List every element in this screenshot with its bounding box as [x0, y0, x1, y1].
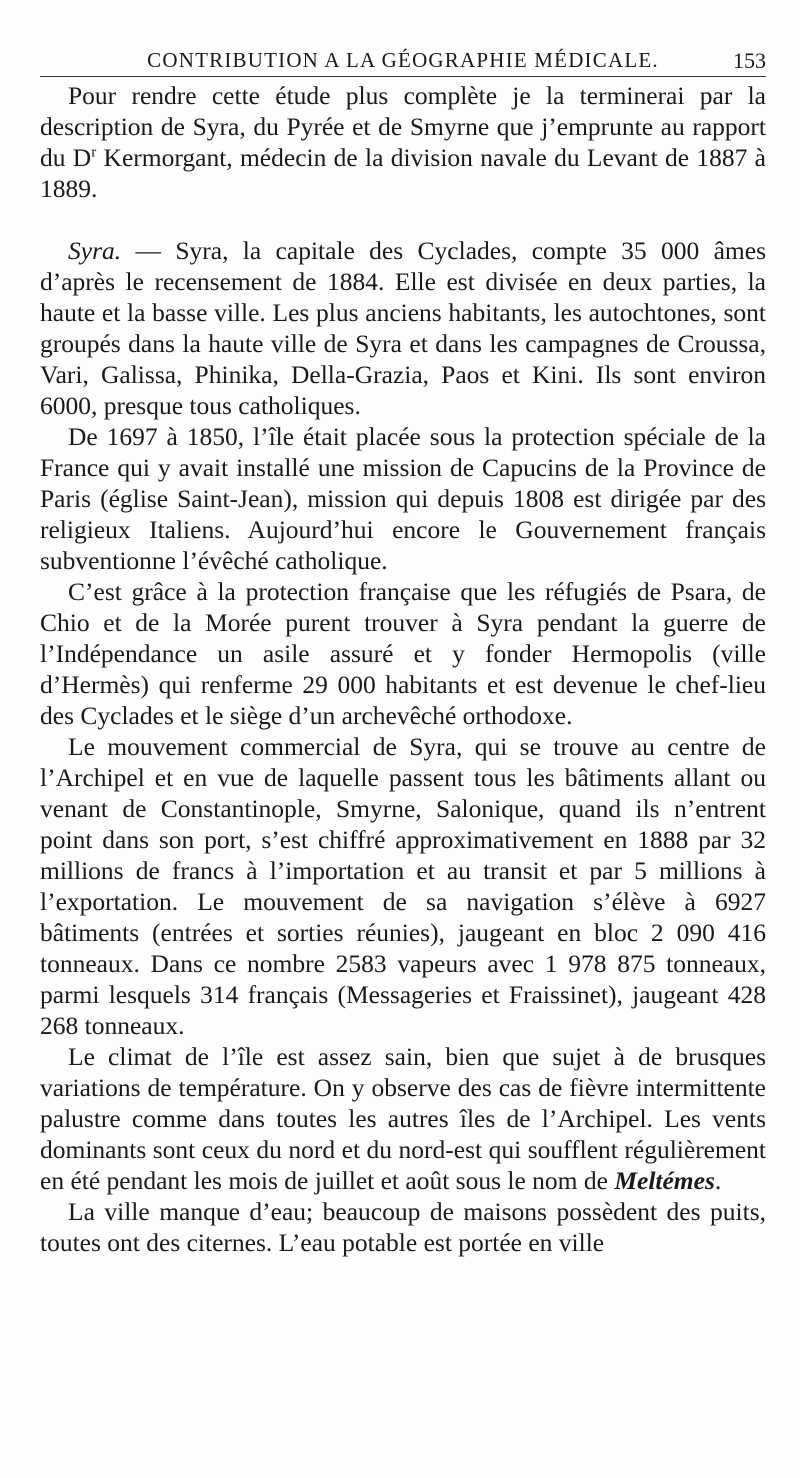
page-number: 153	[733, 48, 766, 73]
paragraph-water: La ville manque d’eau; beaucoup de maisons possèdent des puits, toutes ont des citernes. L’eau potable est portée en ville	[40, 1197, 766, 1257]
section-lead-syra: Syra.	[68, 236, 122, 265]
body-text	[40, 80, 766, 1258]
doctor-abbrev-superscript: r	[91, 144, 97, 161]
paragraph-syra	[40, 235, 766, 421]
paragraph-climate-text: Le climat de l’île est assez sain, bien que sujet à de brusques variations de température. On y observe des cas de fièvre intermittente palustre comme dans toutes les autres îles de l’Archipel. Les vents dominants sont ceux du nord et du nord-est qui soufflent régulièrement en été pendant les mois de juillet et août sous le nom de	[40, 1042, 766, 1195]
paragraph-climate	[40, 1041, 766, 1196]
paragraph-refugees: C’est grâce à la protection française que les réfugiés de Psara, de Chio et de la Morée purent trouver à Syra pendant la guerre de l’Indépendance un asile assuré et y fonder Hermopolis (ville d’Hermès) qui renferme 29 000 habitants et est devenue le chef-lieu des Cyclades et le siège d’un archevêché orthodoxe.	[40, 577, 766, 730]
meltemes-term: Meltémes	[614, 1166, 715, 1195]
paragraph-syra-text: — Syra, la capitale des Cyclades, compte 35 000 âmes d’après le recensement de 1884. Elle est divisée en deux parties, la haute et la basse ville. Les plus anciens habitants, les autochtones, sont groupés dans la haute ville de Syra et dans les campagnes de Croussa, Vari, Galissa, Phinika, Della-Grazia, Paos et Kini. Ils sont environ 6000, presque tous catholiques.	[40, 236, 766, 420]
header-rule	[40, 76, 766, 77]
paragraph-commerce: Le mouvement commercial de Syra, qui se trouve au centre de l’Archipel et en vue de laquelle passent tous les bâtiments allant ou venant de Constantinople, Smyrne, Salonique, quand ils n’entrent point dans son port, s’est chiffré approximativement en 1888 par 32 millions de francs à l’importation et au transit et par 5 millions à l’exportation. Le mouvement de sa navigation s’élève à 6927 bâtiments (entrées et sorties réunies), jaugeant en bloc 2 090 416 tonneaux. Dans ce nombre 2583 vapeurs avec 1 978 875 tonneaux, parmi lesquels 314 français (Messageries et Fraissinet), jaugeant 428 268 tonneaux.	[40, 732, 766, 1040]
running-title: CONTRIBUTION A LA GÉOGRAPHIE MÉDICALE.	[147, 48, 659, 72]
paragraph-intro	[40, 80, 766, 204]
paragraph-history: De 1697 à 1850, l’île était placée sous la protection spéciale de la France qui y avait installé une mission de Capucins de la Province de Paris (église Saint-Jean), mission qui depuis 1808 est dirigée par des religieux Italiens. Aujourd’hui encore le Gouvernement français subventionne l’évêché catholique.	[40, 422, 766, 575]
paragraph-climate-end: .	[714, 1166, 722, 1195]
page-header	[40, 42, 766, 76]
paragraph-intro-text: Pour rendre cette étude plus complète je la terminerai par la description de Syra, du Pyrée et de Smyrne que j’emprunte au rapport du D	[40, 81, 766, 172]
paragraph-intro-end: Kermorgant, médecin de la division navale du Levant de 1887 à 1889.	[40, 143, 766, 203]
